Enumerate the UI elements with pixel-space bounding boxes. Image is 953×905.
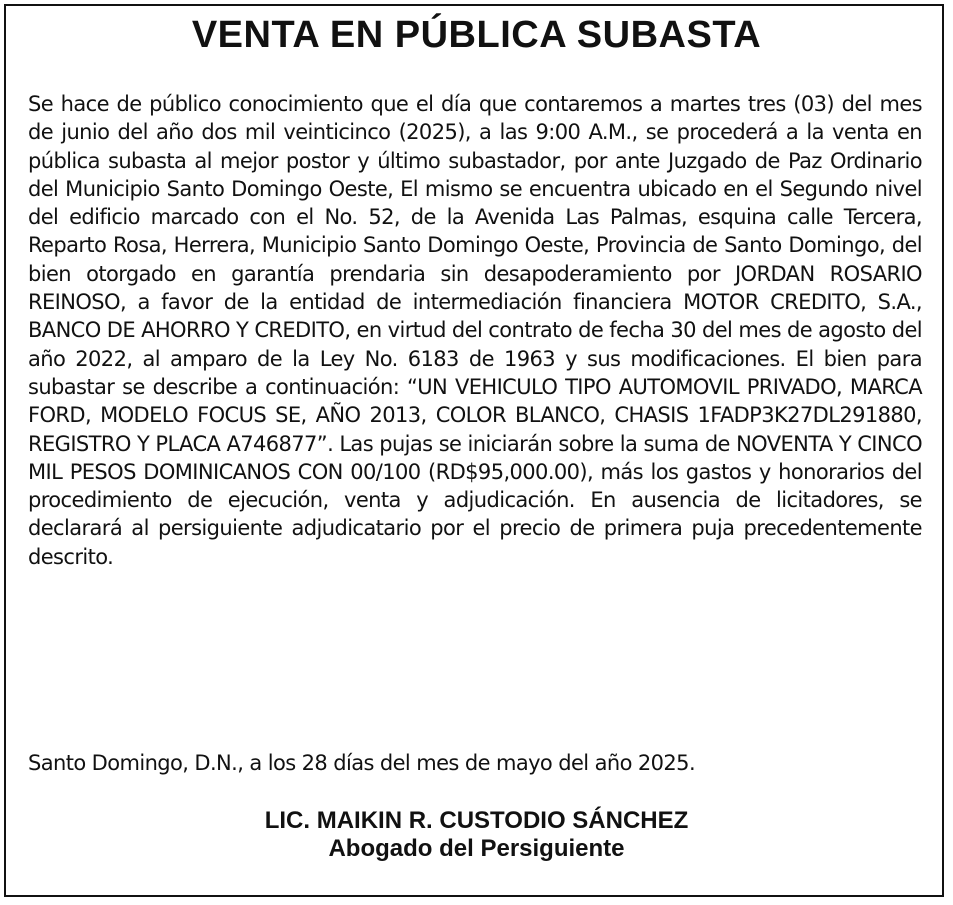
- signature-name: LIC. MAIKIN R. CUSTODIO SÁNCHEZ: [264, 807, 689, 834]
- signature-role: Abogado del Persiguiente: [328, 835, 625, 862]
- notice-title: VENTA EN PÚBLICA SUBASTA: [191, 14, 762, 56]
- notice-date-line: Santo Domingo, D.N., a los 28 días del mes de mayo del año 2025.: [28, 751, 696, 775]
- notice-body: Se hace de público conocimiento que el día que contaremos a martes tres (03) del mes de junio del año dos mil veinticinco (2025), a las 9:00 A.M., se procederá a la venta en pública subasta al mejor postor y último subastador, por ante Juzgado de Paz Ordinario del Municipio Santo Domingo Oeste, El mismo se encuentra ubicado en el Segundo nivel del edificio marcado con el No. 52, de la Avenida Las Palmas, esquina calle Tercera, Reparto Rosa, Herrera, Municipio Santo Domingo Oeste, Provincia de Santo Domingo, del bien otorgado en garantía prendaria sin desapoderamiento por JORDAN ROSARIO REINOSO, a favor de la entidad de intermediación financiera MOTOR CREDITO, S.A., BANCO DE AHORRO Y CREDITO, en virtud del contrato de fecha 30 del mes de agosto del año 2022, al amparo de la Ley No. 6183 de 1963 y sus modificaciones. El bien para subastar se describe a continuación: “UN VEHICULO TIPO AUTOMOVIL PRIVADO, MARCA FORD, MODELO FOCUS SE, AÑO 2013, COLOR BLANCO, CHASIS 1FADP3K27DL291880, REGISTRO Y PLACA A746877”. Las pujas se iniciarán sobre la suma de NOVENTA Y CINCO MIL PESOS DOMINICANOS CON 00/100 (RD$95,000.00), más los gastos y honorarios del procedimiento de ejecución, venta y adjudicación. En ausencia de licitadores, se declarará al persiguiente adjudicatario por el precio de primera puja precedentemente descrito.: [28, 92, 922, 569]
